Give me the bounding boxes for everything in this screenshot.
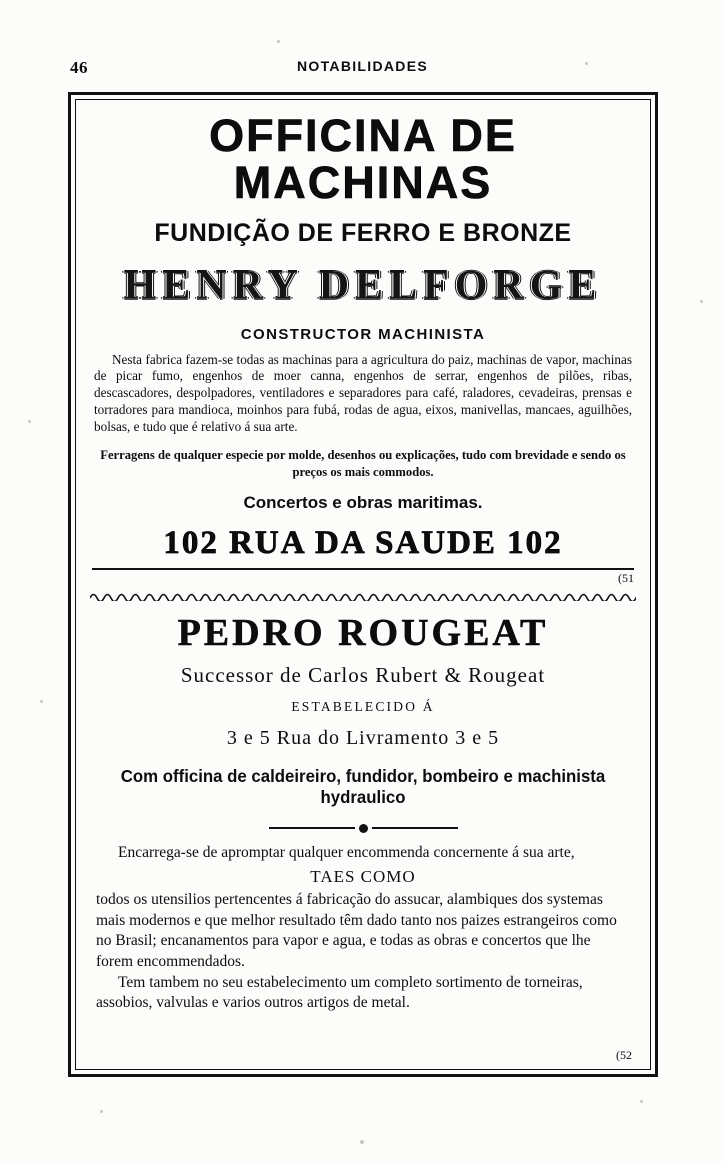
ad-pedro-established-label: ESTABELECIDO Á: [291, 698, 435, 714]
scan-speckle: [277, 40, 280, 43]
wavy-separator: [90, 589, 636, 601]
ad-officina-address: 102 RUA DA SAUDE 102: [163, 524, 563, 561]
ad-pedro-successor: Successor de Carlos Rubert & Rougeat: [180, 662, 546, 687]
ad-pedro-workshop: Com officina de caldeireiro, fundidor, bombeiro e machinista hydraulico: [120, 765, 606, 807]
ad-officina-reference: (51: [618, 570, 634, 585]
ad-officina-de-machinas: [90, 112, 636, 586]
divider-segment-left: [269, 827, 355, 829]
ad-officina-ferragens: Ferragens de qualquer especie por molde, desenhos ou explicações, tudo com brevidade e sendo os preços os mais commodos.: [100, 447, 626, 479]
advertisement-frame-inner: [75, 99, 651, 1070]
ad-pedro-paragraph-1: Encarrega-se de apromptar qualquer encommenda concernente á sua arte,: [118, 843, 575, 861]
scan-speckle: [100, 1110, 103, 1113]
ad-pedro-address: 3 e 5 Rua do Livramento 3 e 5: [226, 726, 500, 749]
page-folio-number: 46: [70, 58, 88, 77]
scan-speckle: [360, 1140, 364, 1144]
ad-pedro-title: PEDRO ROUGEAT: [177, 611, 549, 654]
divider-dot: [359, 824, 368, 833]
ad-pedro-paragraph-2: todos os utensilios pertencentes á fabricação do assucar, alambiques dos systemas mais modernos e que melhor resultado têm dado tanto nos paizes estrangeiros como no Brasil; encanamentos para vapor e agua, e todas as obras e concertos que lhe forem encommendados.: [96, 891, 617, 970]
ad-officina-subtitle: FUNDIÇÃO DE FERRO E BRONZE: [154, 218, 572, 247]
advertisement-frame: [68, 92, 658, 1077]
divider-segment-right: [372, 827, 458, 829]
ad-pedro-rougeat: [90, 611, 636, 1062]
ad-officina-role: CONSTRUCTOR MACHINISTA: [240, 325, 486, 343]
ad-pedro-paragraph-3: Tem tambem no seu estabelecimento um completo sortimento de torneiras, assobios, valvulas e varios outros artigos de metal.: [96, 973, 583, 1012]
scan-speckle: [585, 62, 588, 65]
ad-officina-proprietor: HENRY DELFORGE: [123, 262, 603, 309]
ad-officina-body-text: Nesta fabrica fazem-se todas as machinas para a agricultura do paiz, machinas de vapor, machinas de picar fumo, engenhos de moer canna, engenhos de serrar, engenhos de pilões, ribas, descascadores, despolpadores, ventiladores e separadores para café, raladores, cevadeiras, prensas e torradores para mandioca, moinhos para fubá, rodas de agua, eixos, manivellas, mancaes, aguilhões, bolsas, e tudo que é relativo á sua arte.: [94, 351, 632, 435]
scan-speckle: [40, 700, 43, 703]
ad-officina-title: OFFICINA DE MACHINAS: [209, 110, 517, 209]
scan-speckle: [700, 300, 703, 303]
running-head: NOTABILIDADES: [297, 58, 428, 74]
ad-officina-concertos: Concertos e obras maritimas.: [243, 492, 483, 512]
ornamental-divider: [90, 824, 636, 833]
ad-pedro-body: [90, 843, 636, 1014]
scan-speckle: [640, 1100, 643, 1103]
ad-officina-underline: [92, 568, 634, 570]
ad-officina-body: [90, 352, 636, 436]
ad-pedro-taes-como: TAES COMO: [310, 866, 416, 886]
scan-speckle: [28, 420, 31, 423]
ad-pedro-reference: (52: [616, 1048, 632, 1062]
